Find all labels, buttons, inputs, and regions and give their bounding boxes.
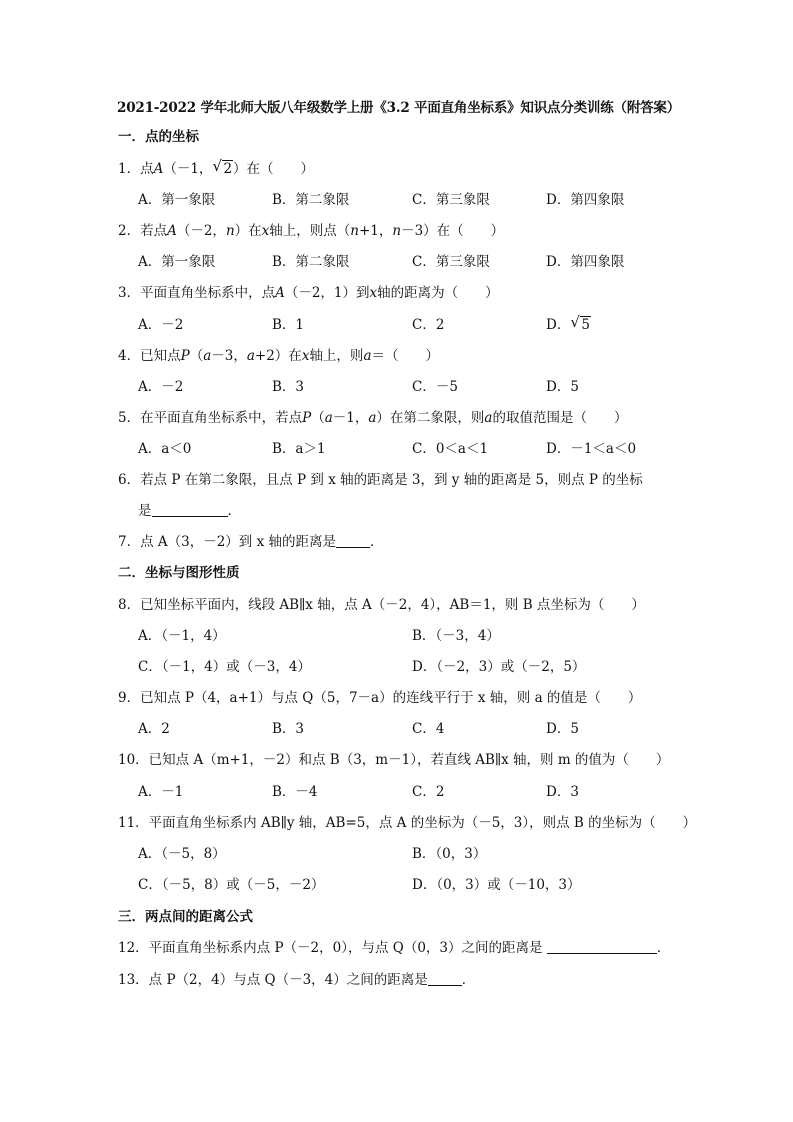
q11-option-a: A．（－5，8） xyxy=(138,846,226,862)
q8-option-a: A．（－1，4） xyxy=(138,628,226,644)
q4-option-d: D．5 xyxy=(546,379,579,395)
q1-option-d: D．第四象限 xyxy=(546,192,625,208)
q1-option-b: B．第二象限 xyxy=(272,192,350,208)
q5-option-d: D．－1＜a＜0 xyxy=(546,441,637,457)
q3-option-d: D． √ 5 xyxy=(546,313,590,333)
question-9: 9．已知点 P（4，a+1）与点 Q（5，7－a）的连线平行于 x 轴，则 a 的值是（ ） xyxy=(118,690,642,706)
sqrt-symbol: √ 5 xyxy=(570,313,590,333)
q5-option-c: C．0＜a＜1 xyxy=(412,441,489,457)
q11-option-d: D．（0，3）或（－10，3） xyxy=(412,877,581,893)
q2-option-b: B．第二象限 xyxy=(272,254,350,270)
question-10: 10．已知点 A（m+1，－2）和点 B（3，m－1），若直线 AB∥x 轴，则 m 的值为（ ） xyxy=(118,752,670,768)
question-5: 5．在平面直角坐标系中，若点P（a－1，a）在第二象限，则a的取值范围是（ ） xyxy=(118,410,628,426)
q9-option-b: B．3 xyxy=(272,721,305,737)
q1-option-c: C．第三象限 xyxy=(412,192,490,208)
q8-option-b: B．（－3，4） xyxy=(412,628,500,644)
q4-option-c: C．－5 xyxy=(412,379,458,395)
question-11: 11．平面直角坐标系内 AB∥y 轴，AB=5，点 A 的坐标为（－5，3），则点 B 的坐标为（ ） xyxy=(118,815,697,831)
q10-option-a: A．－1 xyxy=(138,784,184,800)
q2-option-c: C．第三象限 xyxy=(412,254,490,270)
question-2: 2．若点A（－2，n）在x轴上，则点（n+1，n－3）在（ ） xyxy=(118,223,505,239)
sqrt-symbol: √ 2 xyxy=(212,157,233,177)
q10-option-c: C．2 xyxy=(412,784,445,800)
question-4: 4．已知点P（a－3，a+2）在x轴上，则a＝（ ） xyxy=(118,348,439,364)
q1-option-a: A．第一象限 xyxy=(138,192,216,208)
q2-option-d: D．第四象限 xyxy=(546,254,625,270)
q11-option-b: B．（0，3） xyxy=(412,846,487,862)
q2-option-a: A．第一象限 xyxy=(138,254,216,270)
section-heading-1: 一．点的坐标 xyxy=(118,129,199,145)
q8-option-d: D．（－2，3）或（－2，5） xyxy=(412,659,586,675)
question-12: 12．平面直角坐标系内点 P（－2，0），与点 Q（0，3）之间的距离是 ． xyxy=(118,940,671,956)
section-heading-2: 二．坐标与图形性质 xyxy=(118,565,240,581)
page-title: 2021-2022 学年北师大版八年级数学上册《3.2 平面直角坐标系》知识点分类训练（附答案） xyxy=(117,100,681,116)
q3-option-a: A．－2 xyxy=(138,317,184,333)
q11-option-c: C．（－5，8）或（－5，－2） xyxy=(138,877,325,893)
question-6-line-2: 是 ． xyxy=(138,503,241,519)
q8-option-c: C．（－1，4）或（－3，4） xyxy=(138,659,311,675)
q4-option-b: B．3 xyxy=(272,379,305,395)
q10-option-b: B．－4 xyxy=(272,784,318,800)
q3-option-c: C．2 xyxy=(412,317,445,333)
question-6: 6．若点 P 在第二象限，且点 P 到 x 轴的距离是 3，到 y 轴的距离是 5，则点 P 的坐标 xyxy=(118,472,643,488)
q9-option-a: A．2 xyxy=(138,721,170,737)
question-13: 13．点 P（2，4）与点 Q（－3，4）之间的距离是 ． xyxy=(118,972,476,988)
q9-option-c: C．4 xyxy=(412,721,445,737)
q4-option-a: A．－2 xyxy=(138,379,184,395)
q5-option-a: A．a＜0 xyxy=(138,441,192,457)
q5-option-b: B．a＞1 xyxy=(272,441,326,457)
question-3: 3．平面直角坐标系中，点A（－2，1）到x轴的距离为（ ） xyxy=(118,285,499,301)
q9-option-d: D．5 xyxy=(546,721,579,737)
section-heading-3: 三．两点间的距离公式 xyxy=(118,909,253,925)
question-7: 7．点 A（3，－2）到 x 轴的距离是 ． xyxy=(118,534,384,550)
answer-blank xyxy=(336,535,370,548)
answer-blank xyxy=(547,941,657,954)
question-8: 8．已知坐标平面内，线段 AB∥x 轴，点 A（－2，4），AB＝1，则 B 点坐标为（ ） xyxy=(118,597,645,613)
q10-option-d: D．3 xyxy=(546,784,579,800)
answer-blank xyxy=(152,504,228,517)
question-1: 1．点A（－1， √ 2）在（ ） xyxy=(118,157,315,177)
answer-blank xyxy=(428,973,462,986)
q3-option-b: B．1 xyxy=(272,317,305,333)
